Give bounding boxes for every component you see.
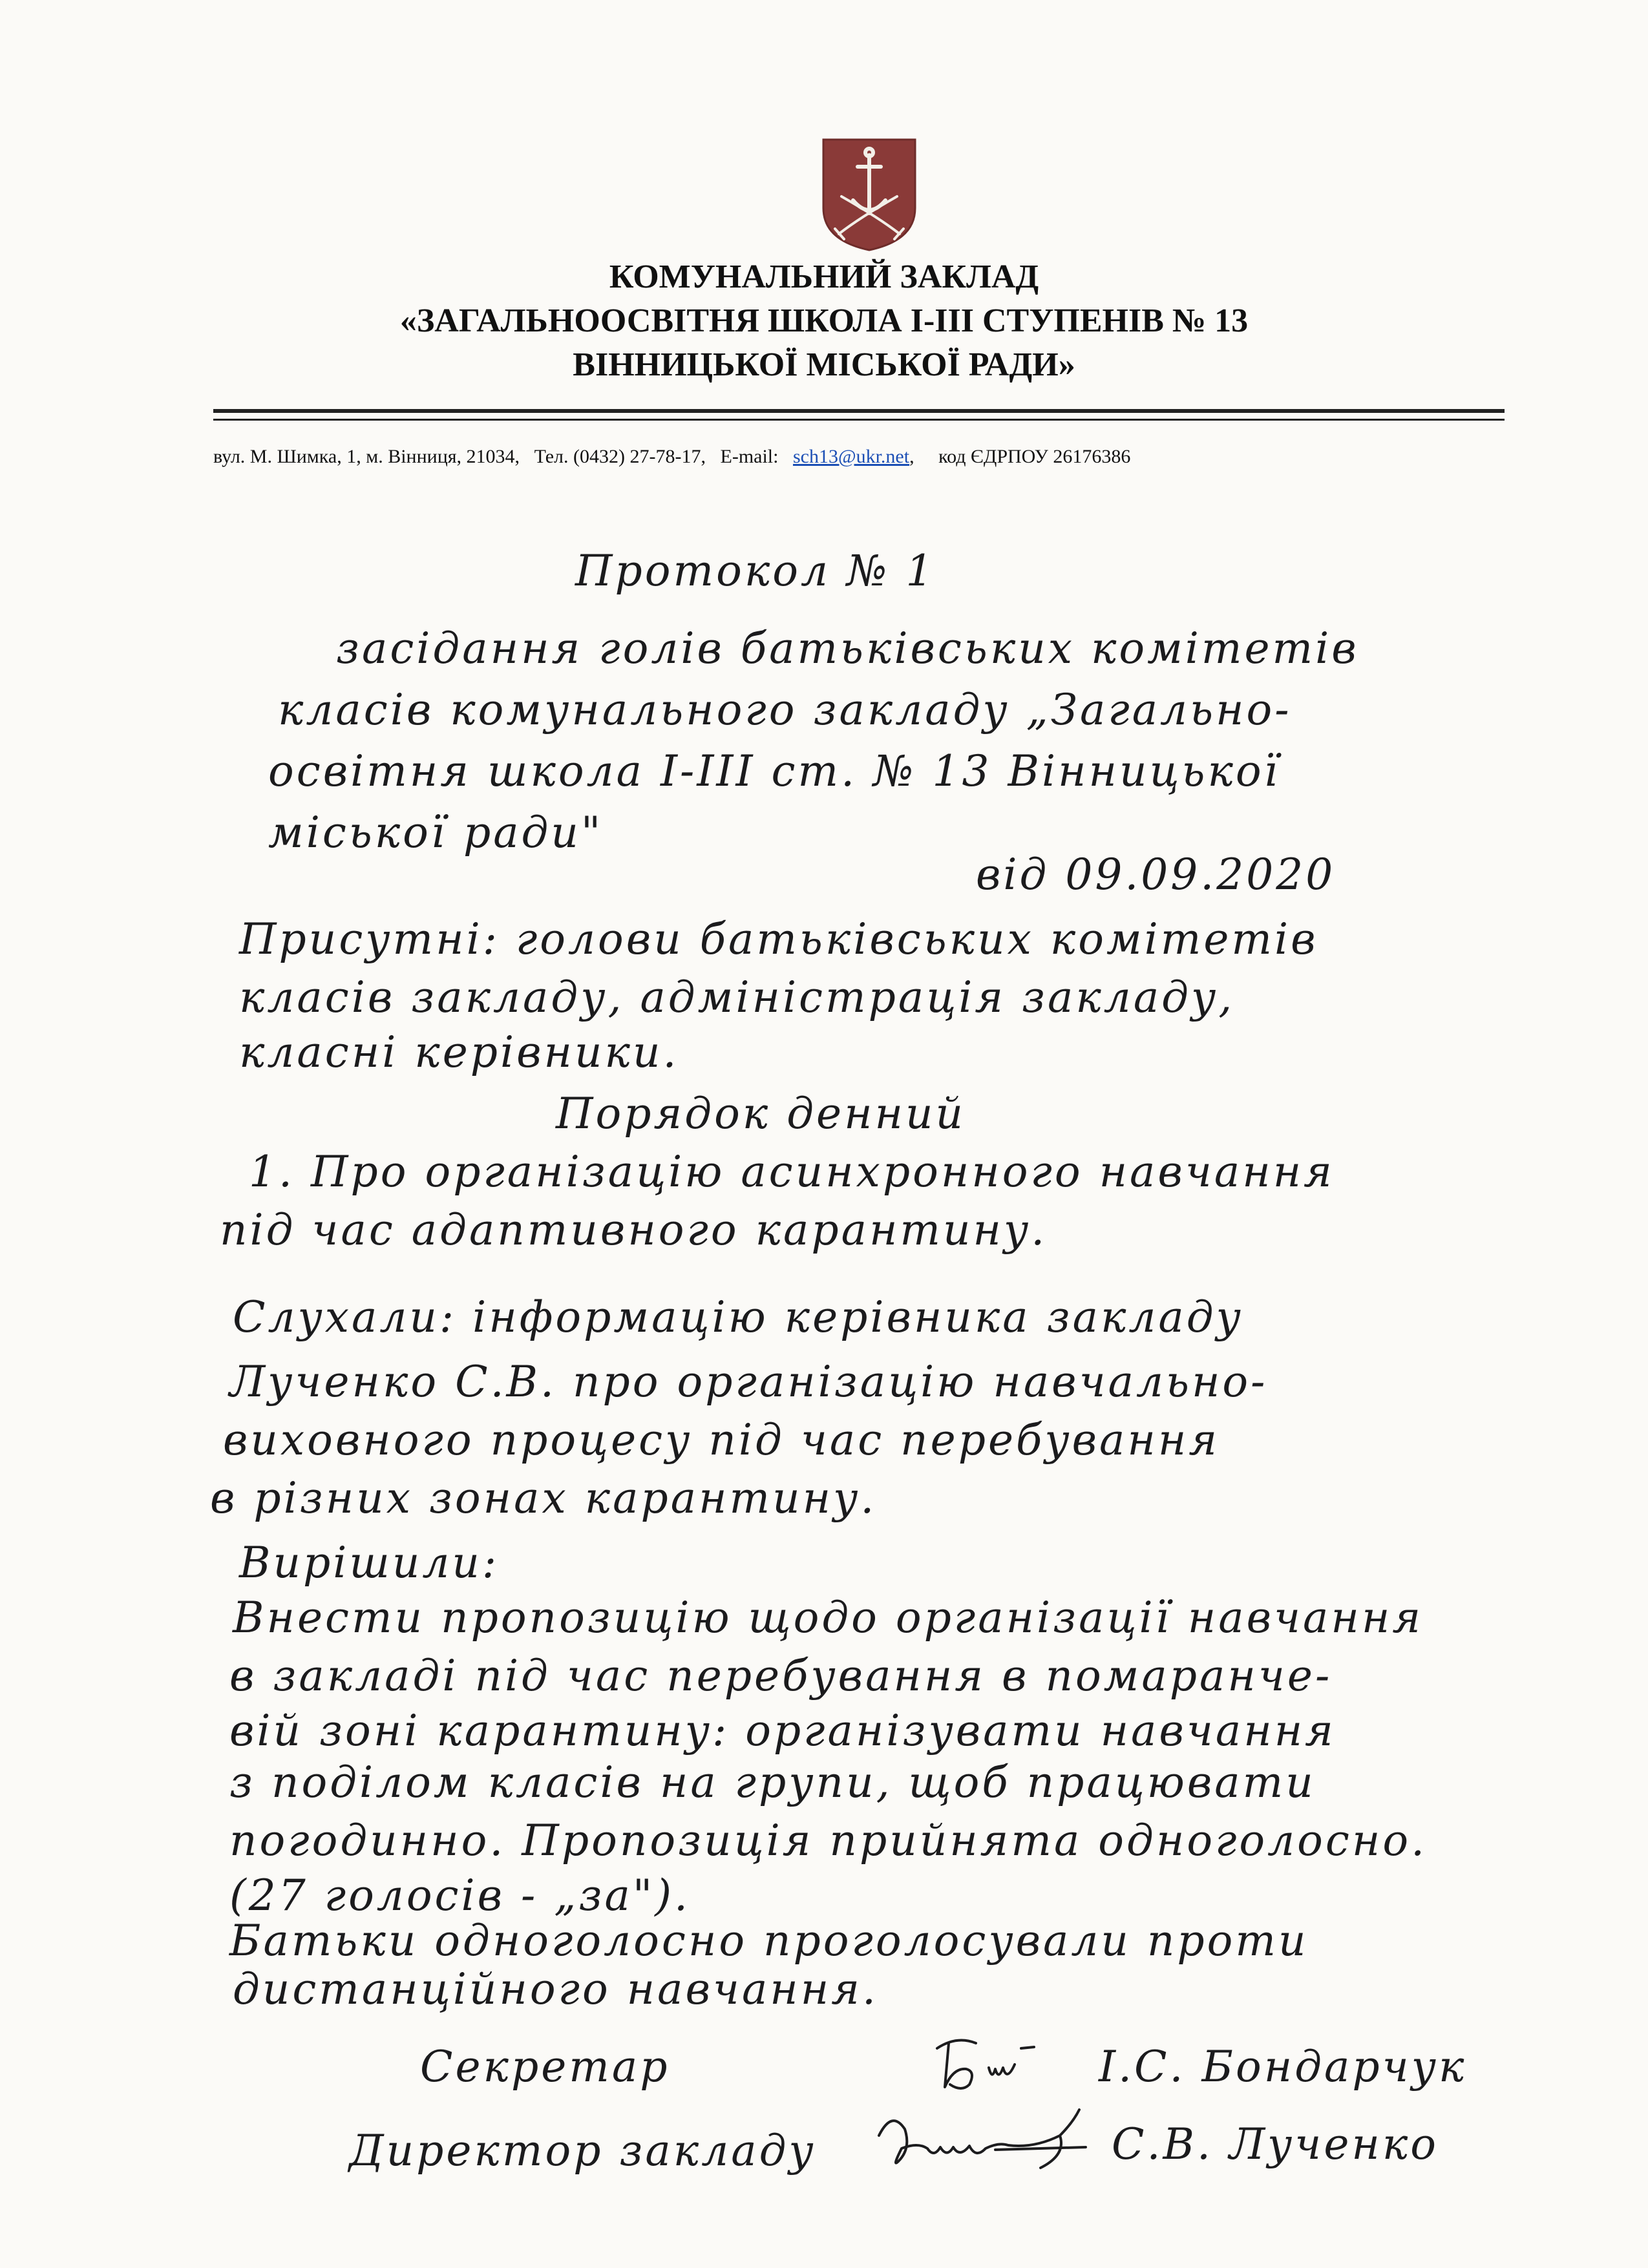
- email-link[interactable]: sch13@ukr.net: [792, 446, 910, 467]
- present-line: класів закладу, адміністрація закладу,: [239, 972, 1235, 1022]
- email-label: E-mail:: [720, 446, 779, 467]
- heard-line: виховного процесу під час перебування: [223, 1415, 1220, 1465]
- subject-line: освітня школа І-ІІІ ст. № 13 Вінницької: [268, 746, 1280, 796]
- director-title: Директор закладу: [349, 2126, 816, 2176]
- decided-line: Батьки одноголосно проголосували проти: [229, 1916, 1309, 1966]
- phone: Тел. (0432) 27-78-17,: [534, 446, 706, 467]
- protocol-date: від 09.09.2020: [976, 850, 1336, 899]
- header-divider-thick: [213, 409, 1505, 413]
- subject-line: міської ради": [268, 808, 604, 857]
- org-name-line-2: «ЗАГАЛЬНООСВІТНЯ ШКОЛА І-ІІІ СТУПЕНІВ № 13: [399, 302, 1249, 339]
- org-name-line-3: ВІННИЦЬКОЇ МІСЬКОЇ РАДИ»: [573, 346, 1075, 383]
- decided-line: в закладі під час перебування в помаранче-: [229, 1651, 1333, 1701]
- decided-line: з поділом класів на групи, щоб працювати: [229, 1758, 1316, 1807]
- org-name-line-1: КОМУНАЛЬНИЙ ЗАКЛАД: [609, 258, 1039, 295]
- present-line: Присутні: голови батьківських комітетів: [239, 914, 1318, 964]
- decided-line: погодинно. Пропозиція прийнята одноголосно.: [229, 1816, 1428, 1865]
- contact-line: вул. М. Шимка, 1, м. Вінниця, 21034, Тел. (0432) 27-78-17, E-mail: sch13@ukr.net, код ЄДРПОУ 26176386: [213, 446, 1131, 467]
- decided-line: Внести пропозицію щодо організації навчання: [233, 1593, 1424, 1643]
- subject-line: засідання голів батьківських комітетів: [336, 624, 1359, 673]
- decided-title: Вирішили:: [239, 1538, 500, 1588]
- director-signature: [866, 2097, 1099, 2181]
- secretary-signature: [931, 2029, 1041, 2100]
- secretary-name: І.С. Бондарчук: [1099, 2042, 1467, 2092]
- agenda-item: під час адаптивного карантину.: [220, 1205, 1048, 1255]
- address: вул. М. Шимка, 1, м. Вінниця, 21034,: [213, 446, 520, 467]
- agenda-title: Порядок денний: [556, 1089, 966, 1139]
- secretary-title: Секретар: [420, 2042, 670, 2092]
- heard-line: в різних зонах карантину.: [210, 1473, 877, 1523]
- protocol-title: Протокол № 1: [575, 546, 936, 596]
- decided-line: дистанційного навчання.: [233, 1964, 878, 2014]
- vinnytsia-coat-of-arms-icon: [821, 137, 918, 252]
- director-name: С.В. Лученко: [1112, 2119, 1439, 2169]
- agenda-item: 1. Про організацію асинхронного навчання: [249, 1147, 1335, 1197]
- decided-line: вій зоні карантину: організувати навчання: [229, 1706, 1336, 1756]
- present-line: класні керівники.: [239, 1027, 679, 1077]
- heard-line: Лученко С.В. про організацію навчально-: [229, 1357, 1268, 1407]
- heard-line: Слухали: інформацію керівника закладу: [233, 1292, 1243, 1342]
- header-divider-thin: [213, 419, 1505, 421]
- decided-line: (27 голосів - „за").: [229, 1871, 690, 1920]
- subject-line: класів комунального закладу „Загально-: [278, 685, 1292, 735]
- edrpou-code: код ЄДРПОУ 26176386: [938, 446, 1131, 467]
